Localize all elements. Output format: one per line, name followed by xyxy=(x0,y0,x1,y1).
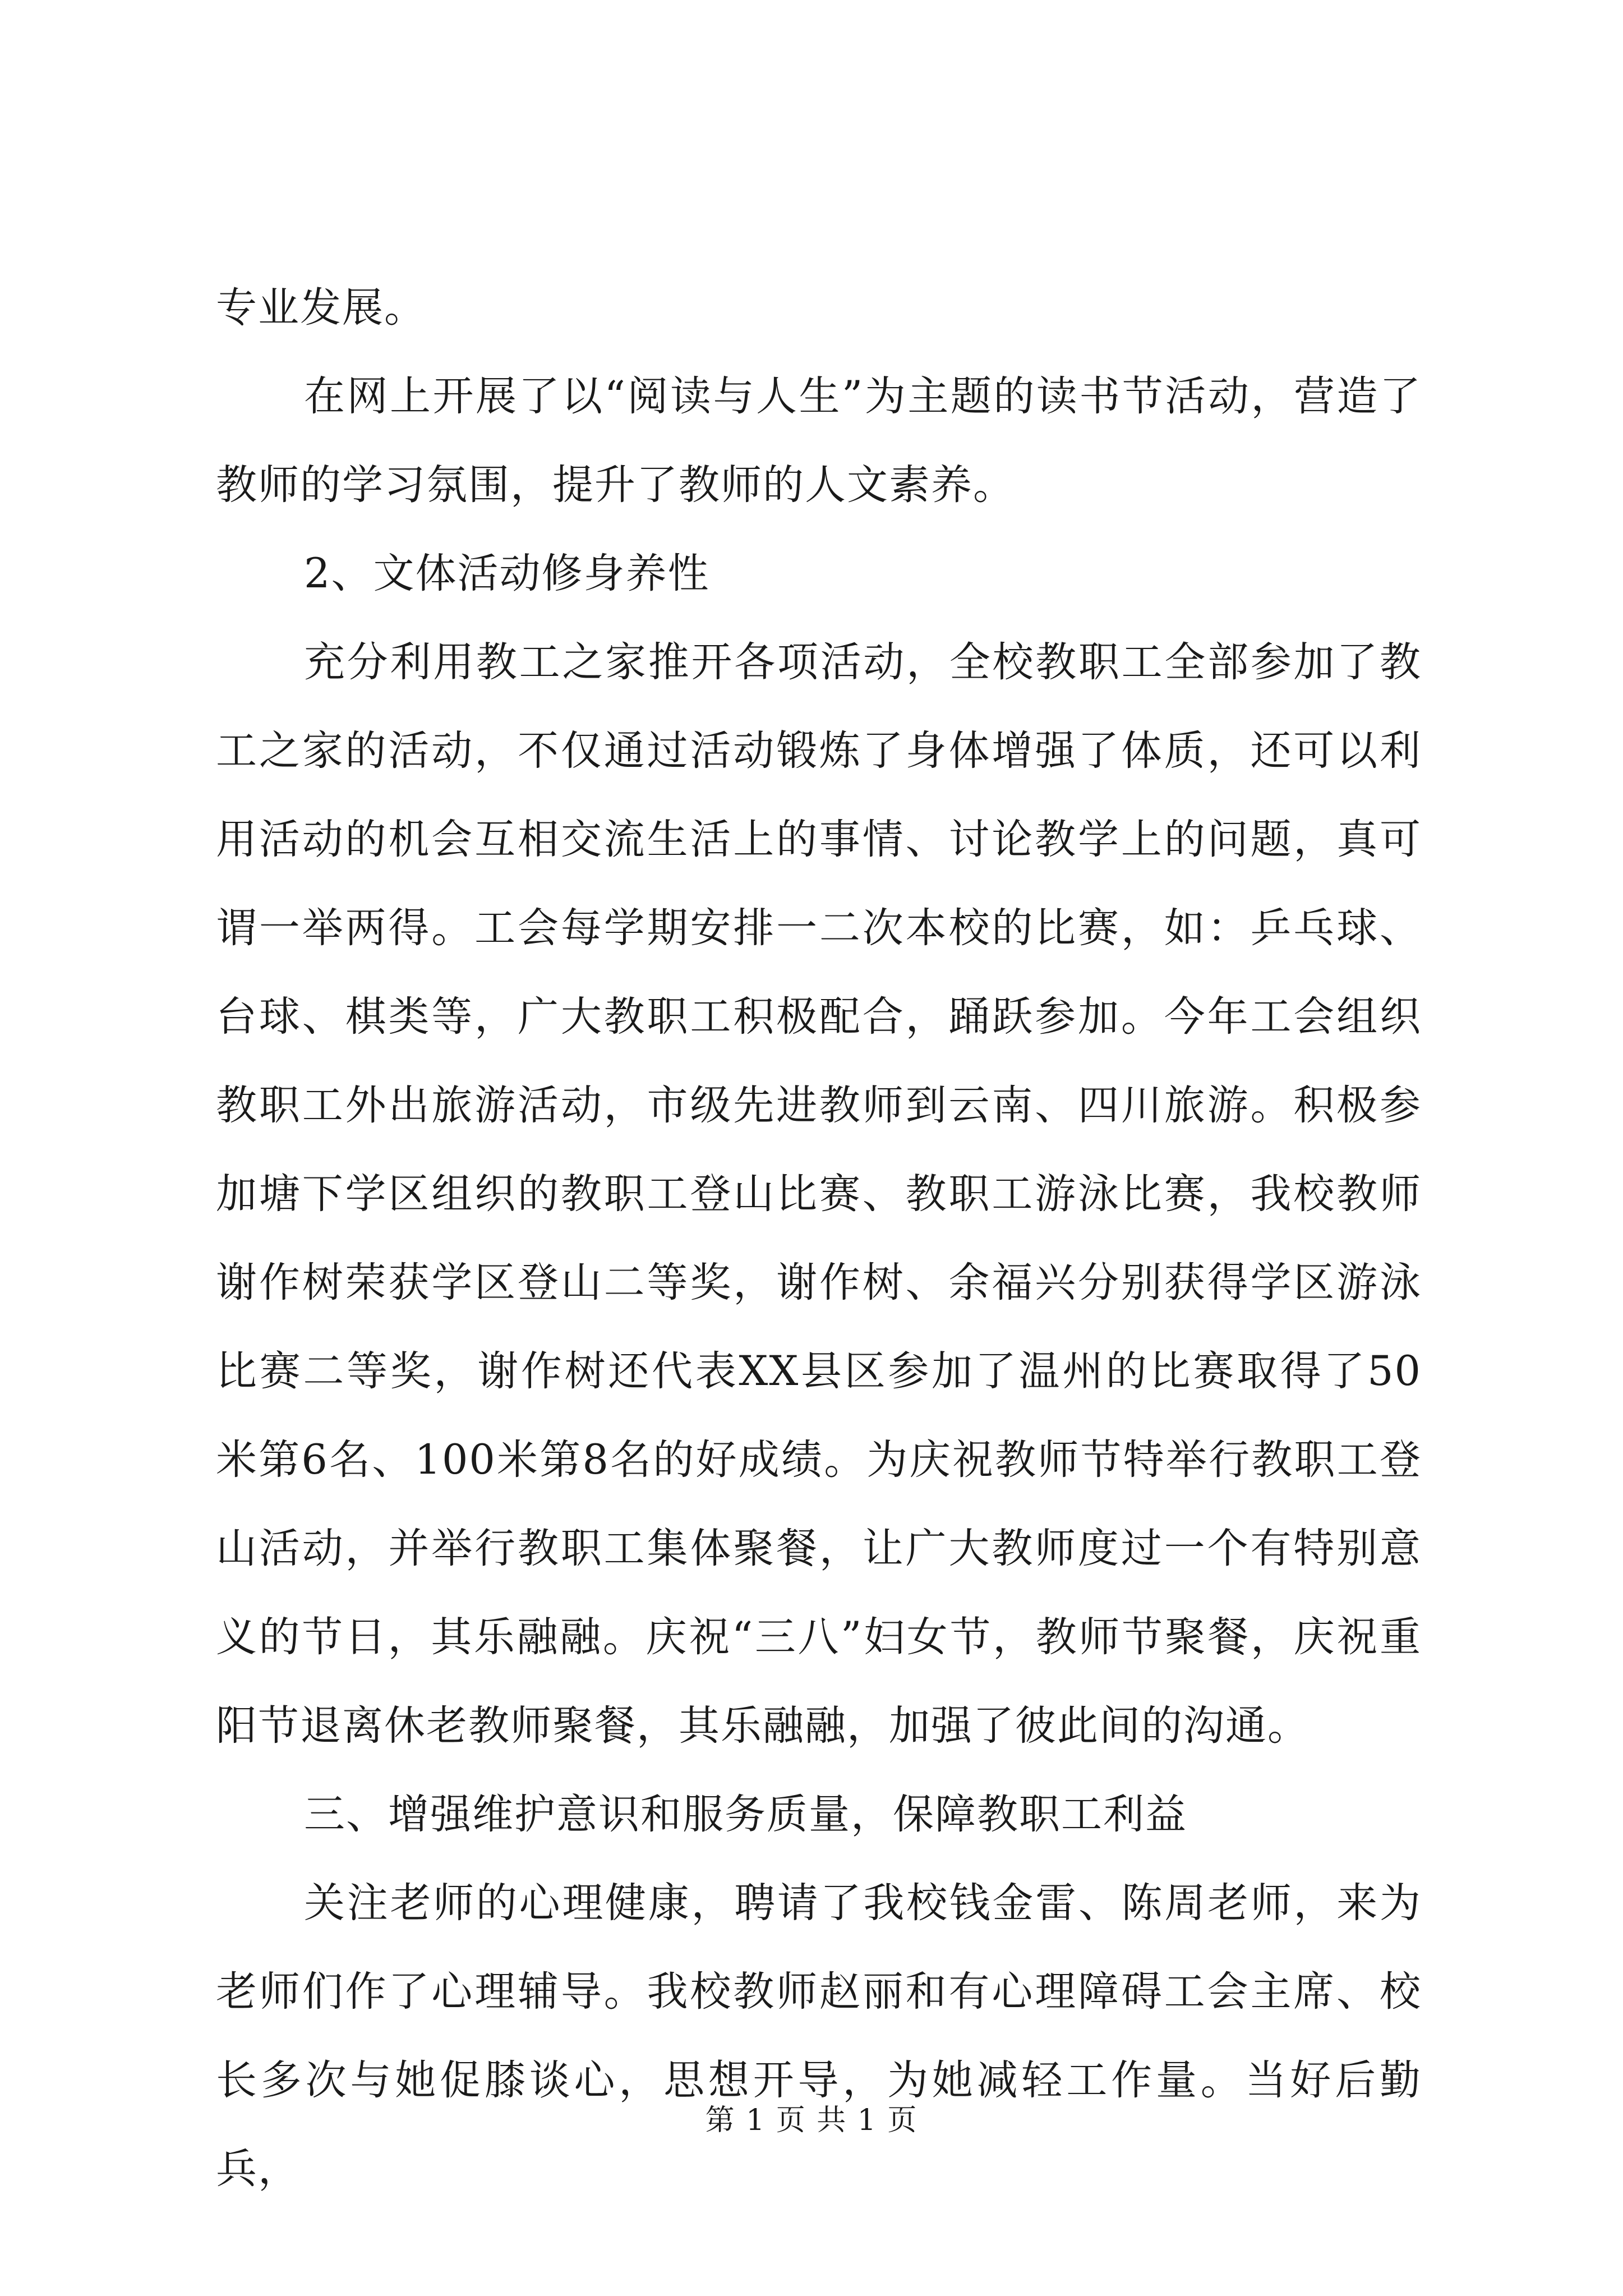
paragraph-mental-health: 关注老师的心理健康，聘请了我校钱金雷、陈周老师，来为老师们作了心理辅导。我校教师赵丽和有心理障碍工会主席、校长多次与她促膝谈心，思想开导，为她减轻工作量。当好后勤兵， xyxy=(216,1879,1422,2193)
paragraph-staff-activities: 充分利用教工之家推开各项活动，全校教职工全部参加了教工之家的活动，不仅通过活动锻炼了身体增强了体质，还可以利用活动的机会互相交流生活上的事情、讨论教学上的问题，真可谓一举两得。工会每学期安排一二次本校的比赛，如：乒乓球、台球、棋类等，广大教职工积极配合，踊跃参加。今年工会组织教职工外出旅游活动，市级先进教师到云南、四川旅游。积极参加塘下学区组织的教职工登山比赛、教职工游泳比赛，我校教师谢作树荣获学区登山二等奖，谢作树、余福兴分别获得学区游泳比赛二等奖，谢作树还代表XX县区参加了温州的比赛取得了50米第6名、100米第8名的好成绩。为庆祝教师节特举行教职工登山活动，并举行教职工集体聚餐，让广大教师度过一个有特别意义的节日，其乐融融。庆祝“三八”妇女节，教师节聚餐，庆祝重阳节退离休老教师聚餐，其乐融融，加强了彼此间的沟通。 xyxy=(216,638,1422,1750)
paragraph-continuation: 专业发展。 xyxy=(216,284,426,332)
section-heading-staff-interests: 三、增强维护意识和服务质量，保障教职工利益 xyxy=(304,1791,1187,1838)
document-body xyxy=(216,264,1422,2214)
page-number-footer: 第 1 页 共 1 页 xyxy=(705,2104,918,2137)
section-heading-sports-activities: 2、文体活动修身养性 xyxy=(304,550,710,597)
paragraph-reading-festival: 在网上开展了以“阅读与人生”为主题的读书节活动，营造了教师的学习氛围，提升了教师的人文素养。 xyxy=(216,372,1422,509)
